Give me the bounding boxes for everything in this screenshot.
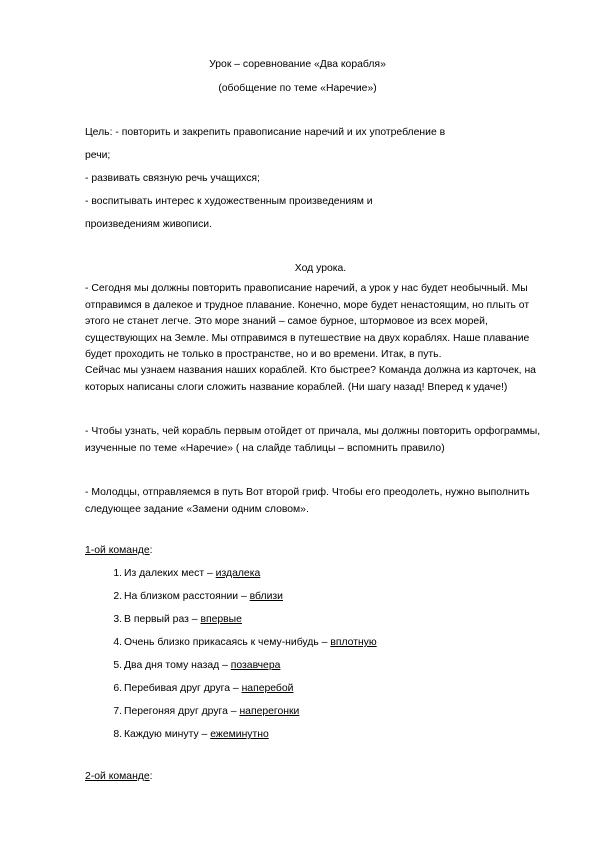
list-item-number: 3.: [113, 614, 122, 625]
list-item-text: [124, 729, 269, 740]
list-item-answer: наперегонки: [239, 706, 300, 717]
task-paragraph: [85, 485, 555, 518]
list-item-phrase: В первый раз –: [124, 614, 201, 625]
list-item-number: 8.: [113, 729, 122, 740]
team2-label: 2-ой команде: [85, 771, 150, 782]
ships-paragraph: [85, 363, 555, 396]
list-item-answer: издалека: [215, 568, 261, 579]
list-item-answer: вплотную: [330, 637, 377, 648]
team1-label: 1-ой команде: [85, 545, 150, 556]
paragraph-line: следующее задание «Замени одним словом».: [85, 503, 309, 515]
list-item-text: [124, 706, 299, 717]
list-item-text: [124, 591, 283, 602]
intro-paragraph: [85, 281, 555, 364]
list-item-number: 2.: [113, 591, 122, 602]
team1-heading: [85, 545, 153, 556]
list-item-number: 5.: [113, 660, 122, 671]
list-item-phrase: Два дня тому назад –: [124, 660, 231, 671]
team1-colon: :: [149, 545, 153, 556]
lesson-title: Урок – соревнование «Два корабля»: [209, 59, 386, 70]
goal-line: произведениям живописи.: [85, 219, 213, 230]
goal-line: Цель: - повторить и закрепить правописание наречий и их употребление в: [85, 127, 446, 138]
list-item-phrase: Каждую минуту –: [124, 729, 211, 740]
team2-colon: :: [149, 771, 153, 782]
spelling-paragraph: [85, 424, 555, 457]
paragraph-line: будет проходить не только в пространстве, но и во времени. Итак, в путь.: [85, 349, 442, 361]
list-item-answer: позавчера: [230, 660, 281, 671]
list-item-text: [124, 568, 260, 579]
list-item-answer: впервые: [200, 614, 242, 625]
lesson-progress-heading: Ход урока.: [294, 263, 347, 274]
list-item-text: [124, 614, 242, 625]
team2-heading: [85, 771, 153, 782]
paragraph-line: существующих на Земле. Мы отправимся в путешествие на двух кораблях. Наше плавание: [85, 332, 530, 344]
goal-line: речи;: [85, 150, 111, 161]
list-item-phrase: Очень близко прикасаясь к чему-нибудь –: [124, 637, 331, 648]
list-item-text: [124, 637, 377, 648]
list-item-number: 7.: [113, 706, 122, 717]
paragraph-line: - Молодцы, отправляемся в путь Вот второй гриф. Чтобы его преодолеть, нужно выполнить: [85, 487, 530, 498]
list-item-number: 4.: [113, 637, 122, 648]
paragraph-line: этого не станет легче. Это море знаний – самое бурное, штормовое из всех морей,: [85, 316, 488, 328]
list-item-phrase: Перебивая друг друга –: [124, 683, 242, 694]
goal-line: - развивать связную речь учащихся;: [85, 173, 260, 184]
paragraph-line: - Чтобы узнать, чей корабль первым отойдет от причала, мы должны повторить орфограммы,: [85, 426, 541, 437]
paragraph-line: - Сегодня мы должны повторить правописание наречий, а урок у нас будет необычный. Мы: [85, 283, 528, 294]
list-item-number: 1.: [113, 568, 122, 579]
list-item-answer: ежеминутно: [210, 729, 269, 740]
list-item-answer: наперебой: [241, 683, 294, 694]
list-item-text: [124, 683, 293, 694]
list-item-text: [124, 660, 280, 671]
list-item-phrase: Из далеких мест –: [124, 568, 216, 579]
list-item-number: 6.: [113, 683, 122, 694]
list-item-phrase: На близком расстоянии –: [124, 591, 250, 602]
paragraph-line: отправимся в далекое и трудное плавание. Конечно, море будет ненастоящим, но плыть от: [85, 299, 530, 311]
paragraph-line: Сейчас мы узнаем названия наших кораблей. Кто быстрее? Команда должна из карточек, на: [85, 365, 536, 376]
goal-line: - воспитывать интерес к художественным произведениям и: [85, 196, 373, 207]
paragraph-line: которых написаны слоги сложить название кораблей. (Ни шагу назад! Вперед к удаче!): [85, 381, 508, 393]
paragraph-line: изученные по теме «Наречие» ( на слайде таблицы – вспомнить правило): [85, 442, 445, 454]
list-item-phrase: Перегоняя друг друга –: [124, 706, 240, 717]
lesson-subtitle: (обобщение по теме «Наречие»): [218, 83, 377, 94]
list-item-answer: вблизи: [249, 591, 283, 602]
